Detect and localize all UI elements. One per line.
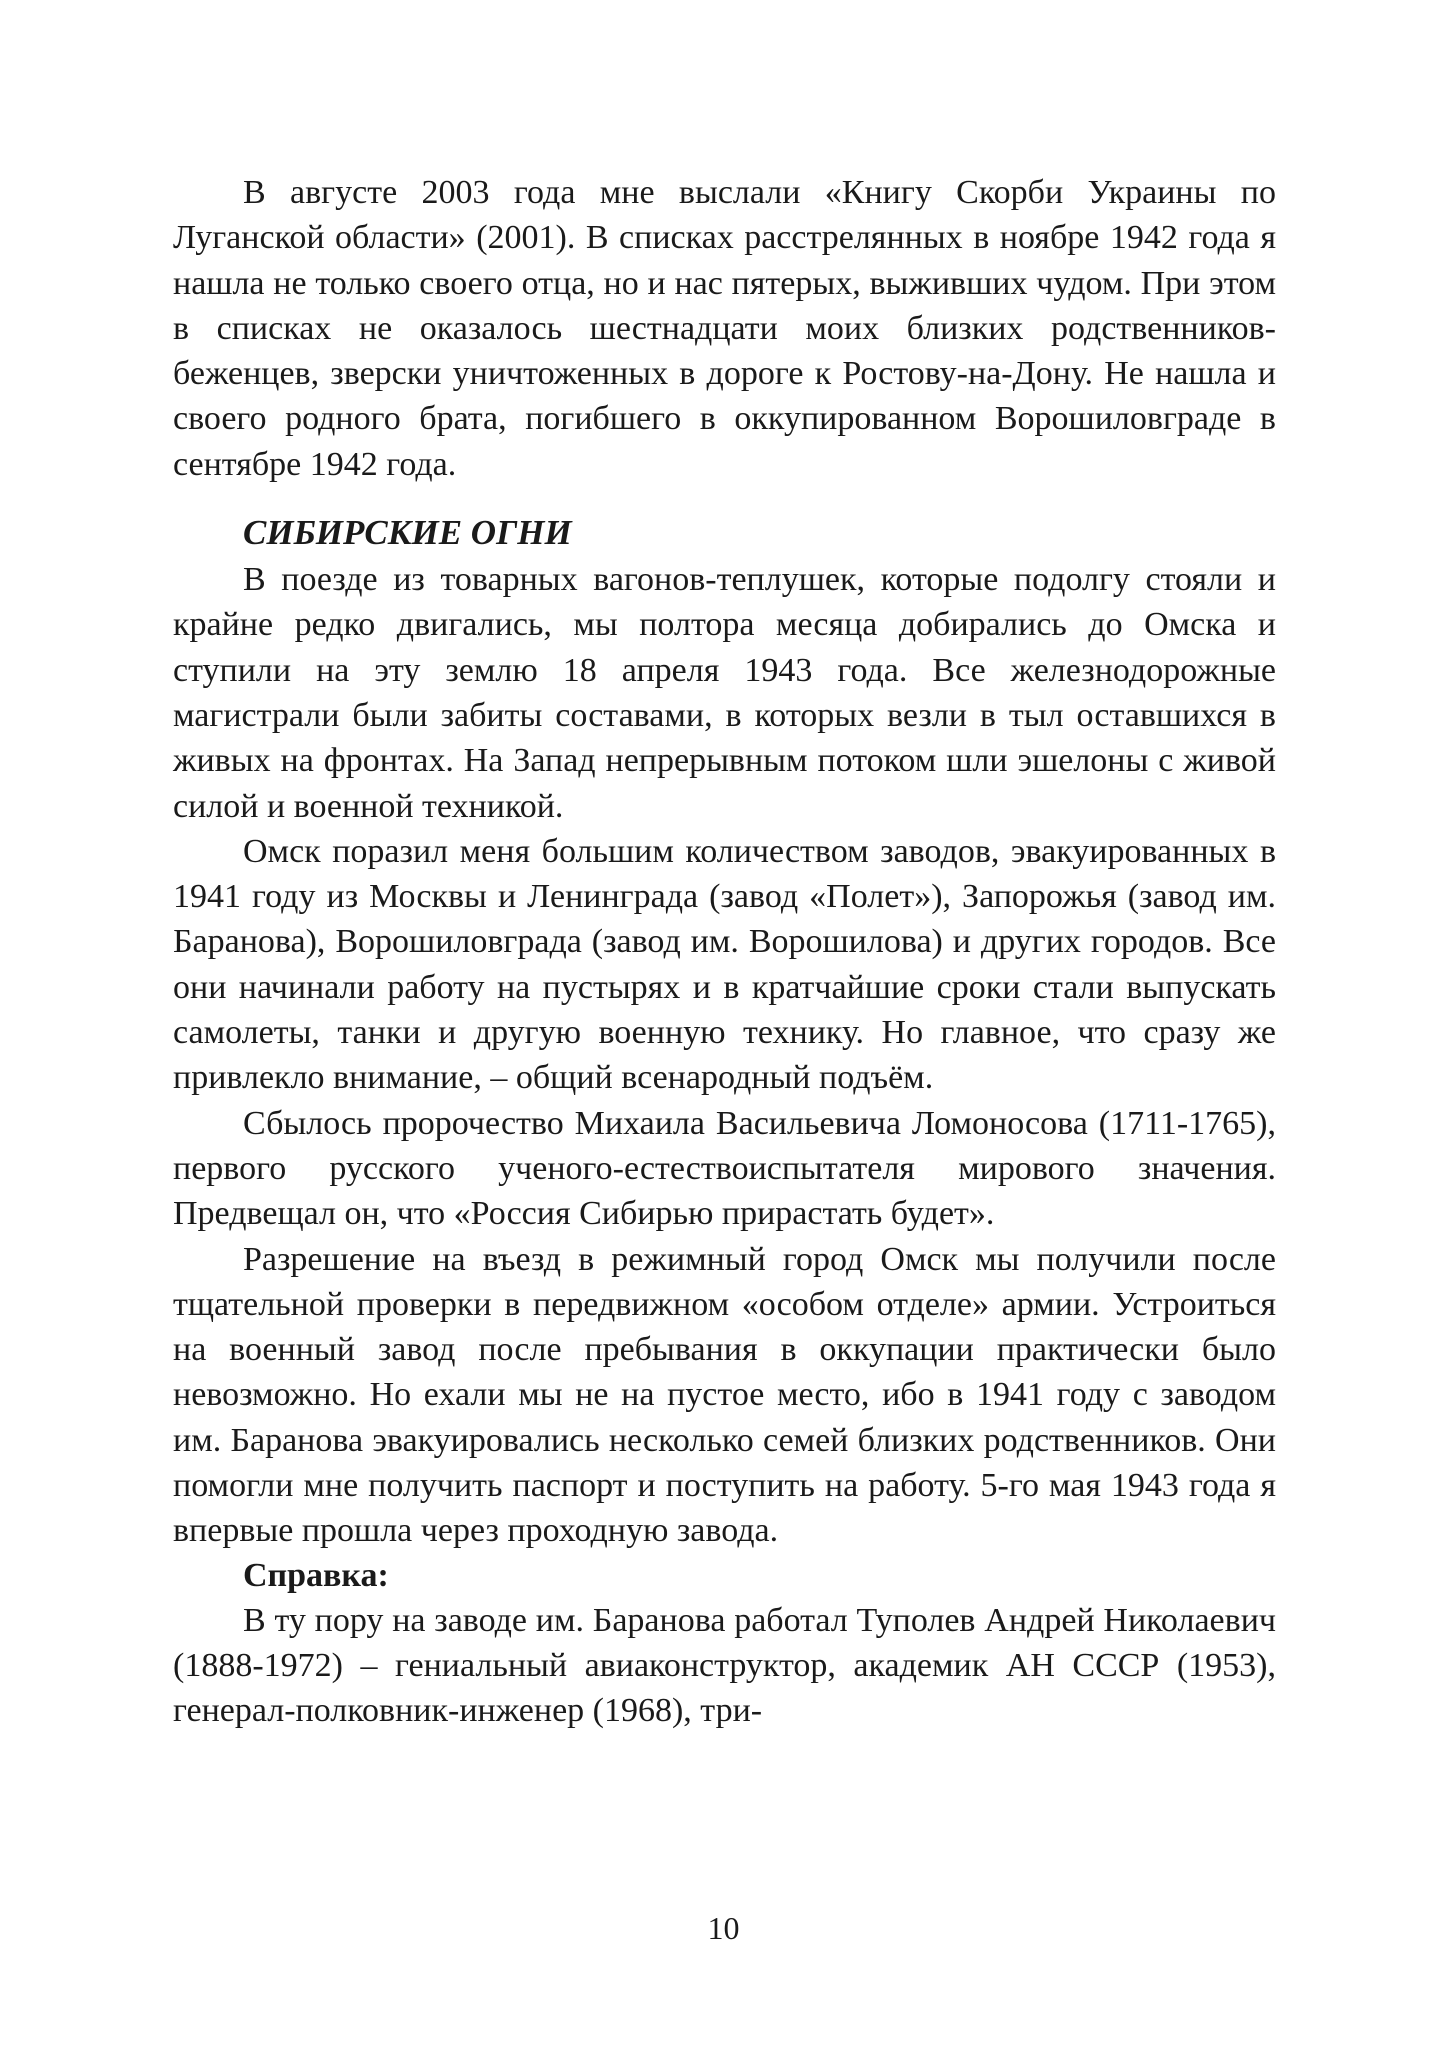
paragraph-4: Сбылось пророчество Михаила Васильевича Ломоносова (1711-1765), первого русского ученого-естествоиспытателя мирового значения. Предвещал он, что «Россия Сибирью прирастать будет». xyxy=(173,1104,1276,1233)
page-number: 10 xyxy=(707,1910,740,1946)
paragraph-6: В ту пору на заводе им. Баранова работал Туполев Андрей Николаевич (1888-1972) – гениальный авиаконструктор, академик АН СССР (1953), генерал-полковник-инженер (1968), три- xyxy=(173,1601,1276,1730)
note-heading: Справка: xyxy=(243,1556,389,1594)
paragraph-2: В поезде из товарных вагонов-теплушек, которые подолгу стояли и крайне редко двигались, мы полтора месяца добирались до Омска и ступили на эту землю 18 апреля 1943 года. Все железнодорожные магистрали были забиты составами, в которых везли в тыл оставшихся в живых на фронтах. На Запад непрерывным потоком шли эшелоны с живой силой и военной техникой. xyxy=(173,561,1276,825)
paragraph-1: В августе 2003 года мне выслали «Книгу Скорби Украины по Луганской области» (2001). В списках расстрелянных в ноябре 1942 года я нашла не только своего отца, но и нас пятерых, выживших чудом. При этом в списках не оказалось шестнадцати моих близких родственников-беженцев, зверски уничтоженных в дороге к Ростову-на-Дону. Не нашла и своего родного брата, погибшего в оккупированном Ворошиловграде в сентябре 1942 года. xyxy=(173,174,1276,483)
section-title: СИБИРСКИЕ ОГНИ xyxy=(243,513,572,553)
page-body xyxy=(173,170,1276,1734)
paragraph-5: Разрешение на въезд в режимный город Омск мы получили после тщательной проверки в передвижном «особом отделе» армии. Устроиться на военный завод после пребывания в оккупации практически было невозможно. Но ехали мы не на пустое место, ибо в 1941 году с заводом им. Баранова эвакуировались несколько семей близких родственников. Они помогли мне получить паспорт и поступить на работу. 5-го мая 1943 года я впервые прошла через проходную завода. xyxy=(173,1240,1276,1550)
paragraph-3: Омск поразил меня большим количеством заводов, эвакуированных в 1941 году из Москвы и Ленинграда (завод «Полет»), Запорожья (завод им. Баранова), Ворошиловграда (завод им. Ворошилова) и других городов. Все они начинали работу на пустырях и в кратчайшие сроки стали выпускать самолеты, танки и другую военную технику. Но главное, что сразу же привлекло внимание, – общий всенародный подъём. xyxy=(173,832,1276,1097)
